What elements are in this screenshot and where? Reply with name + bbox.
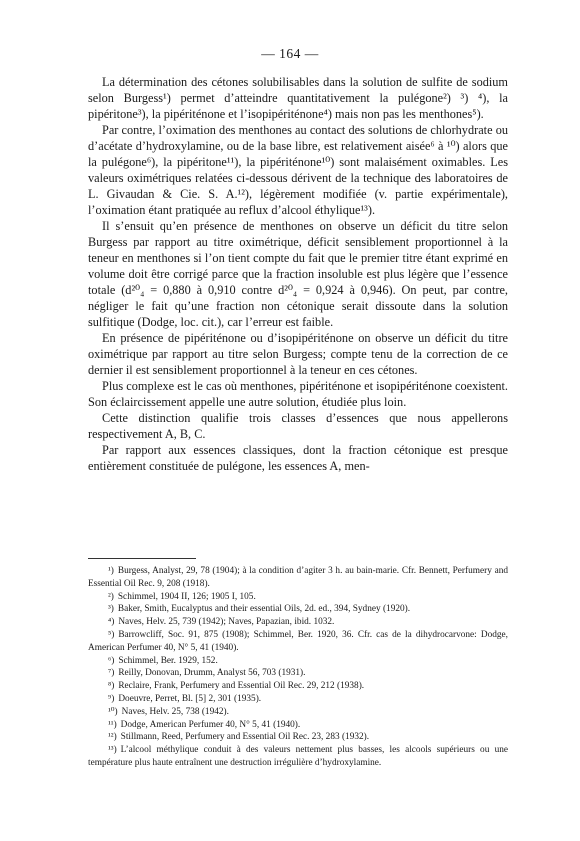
footnote-separator xyxy=(88,558,196,559)
footnote-mark: ⁸) xyxy=(108,681,115,692)
footnote-mark: ⁵) xyxy=(108,629,115,640)
footnote xyxy=(88,565,508,591)
footnote xyxy=(88,667,508,680)
footnote-mark: ¹⁰) xyxy=(108,706,118,717)
footnote-text: Doeuvre, Perret, Bl. [5] 2, 301 (1935). xyxy=(118,693,262,704)
footnote-mark: ²) xyxy=(108,591,114,602)
footnote-mark: ⁹) xyxy=(108,693,115,704)
footnote xyxy=(88,719,508,732)
footnote-mark: ¹) xyxy=(108,566,114,576)
footnote-mark: ³) xyxy=(108,604,114,615)
footnote xyxy=(88,616,508,629)
footnote-text: Schimmel, Ber. 1929, 152. xyxy=(118,655,218,666)
footnote-mark: ¹³) xyxy=(108,745,117,756)
footnote xyxy=(88,744,508,770)
page-number: — 164 — xyxy=(261,46,319,61)
footnote-mark: ⁴) xyxy=(108,617,115,628)
footnotes xyxy=(88,565,508,770)
footnote-text: Barrowcliff, Soc. 91, 875 (1908); Schimmel, Ber. 1920, 36. Cfr. cas de la dihydrocarvone: Dodge, American Perfumer 40, N° 5, 41 (1940). xyxy=(88,629,508,653)
footnote-text: L’alcool méthylique conduit à des valeurs nettement plus basses, les alcools supérieurs ou une température plus haute entraînent une destruction irrégulière d’hydroxylamine. xyxy=(88,745,508,768)
footnote-text: Schimmel, 1904 II, 126; 1905 I, 105. xyxy=(117,591,256,602)
footnote xyxy=(88,680,508,693)
footnote-text: Burgess, Analyst, 29, 78 (1904); à la condition d’agiter 3 h. au bain-marie. Cfr. Bennett, Perfumery and Essential Oil Rec. 9, 208 (1918). xyxy=(88,566,508,589)
paragraph: Plus complexe est le cas où menthones, pipériténone et isopipériténone coexistent. Son éclaircissement appelle une autre solution, étudiée plus loin. xyxy=(88,379,508,409)
footnote-text: Baker, Smith, Eucalyptus and their essential Oils, 2d. ed., 394, Sydney (1920). xyxy=(117,604,411,615)
footnote xyxy=(88,629,508,655)
footnote xyxy=(88,603,508,616)
paragraph: Cette distinction qualifie trois classes d’essences que nous appellerons respectivement A, B, C. xyxy=(88,411,508,441)
footnote-mark: ¹¹) xyxy=(108,719,117,730)
paragraph: Par contre, l’oximation des menthones au contact des solutions de chlorhydrate ou d’acétate d’hydroxylamine, ou de la base libre, est relativement aisée⁶ à ¹⁰) alors que la pulégone⁶), la pipéritone¹¹), la pipériténone¹⁰) sont malaisément oximables. Les valeurs oximétriques relatées ci-dessous dérivent de la technique des laboratoires de L. Givaudan & Cie. S. A.¹²), légèrement modifiée (v. partie expérimentale), l’oximation étant pratiquée au reflux d’alcool éthylique¹³). xyxy=(88,123,508,217)
footnote-text: Naves, Helv. 25, 739 (1942); Naves, Papazian, ibid. 1032. xyxy=(118,617,335,628)
footnote xyxy=(88,655,508,668)
footnote-text: Stillmann, Reed, Perfumery and Essential Oil Rec. 23, 283 (1932). xyxy=(120,732,370,743)
footnote-text: Reilly, Donovan, Drumm, Analyst 56, 703 (1931). xyxy=(118,668,306,679)
footnote-mark: ¹²) xyxy=(108,732,117,743)
footnote xyxy=(88,693,508,706)
footnote-mark: ⁶) xyxy=(108,655,115,666)
footnote-text: Dodge, American Perfumer 40, N° 5, 41 (1940). xyxy=(120,719,301,730)
paragraph: En présence de pipériténone ou d’isopipériténone on observe un déficit du titre oximétrique par rapport au titre selon Burgess; compte tenu de la correction de ce dernier il est sensiblement proportionnel à la teneur en ces cétones. xyxy=(88,331,508,377)
footnote-mark: ⁷) xyxy=(108,668,115,679)
footnote xyxy=(88,591,508,604)
paragraph: Il s’ensuit qu’en présence de menthones on observe un déficit du titre selon Burgess par rapport au titre oximétrique, déficit sensiblement proportionnel à la teneur en menthones si l’on tient compte du fait que le premier titre étant exprimé en volume doit être corrigé parce que la fraction insoluble est plus légère que l’essence totale (d²⁰₄ = 0,880 à 0,910 contre d²⁰₄ = 0,924 à 0,946). On peut, par contre, négliger le fait qu’une fraction non cétonique serait dissoute dans la solution sulfitique (Dodge, loc. cit.), car l’erreur est faible. xyxy=(88,219,508,329)
footnote-text: Reclaire, Frank, Perfumery and Essential Oil Rec. 29, 212 (1938). xyxy=(118,681,365,692)
paragraph: La détermination des cétones solubilisables dans la solution de sulfite de sodium selon Burgess¹) permet d’atteindre quantitativement la pulégone²) ³) ⁴), la pipéritone³), la pipériténone et l’isopipériténone⁴) mais non pas les menthones⁵). xyxy=(88,75,508,121)
footnote xyxy=(88,731,508,744)
footnote xyxy=(88,706,508,719)
footnote-text: Naves, Helv. 25, 738 (1942). xyxy=(121,706,229,717)
main-text xyxy=(88,74,508,474)
paragraph: Par rapport aux essences classiques, dont la fraction cétonique est presque entièrement constituée de pulégone, les essences A, men- xyxy=(88,443,508,473)
